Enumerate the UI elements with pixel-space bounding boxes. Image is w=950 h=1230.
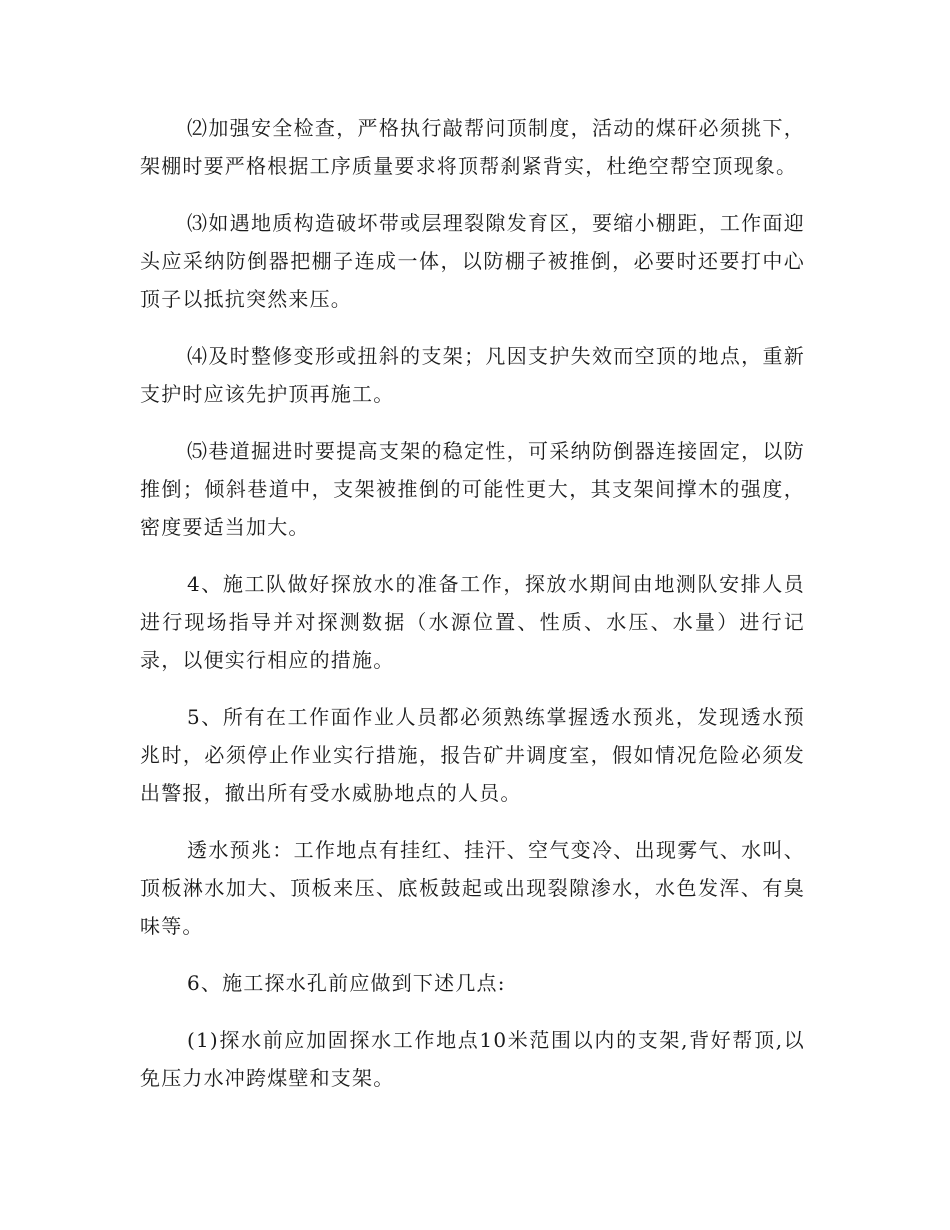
paragraph-item-2: ⑵加强安全检查，严格执行敲帮问顶制度，活动的煤矸必须挑下，架棚时要严格根据工序质量要求将顶帮刹紧背实，杜绝空帮空顶现象。	[140, 116, 805, 178]
document-body	[140, 109, 805, 1116]
paragraph-subitem-1: (1)探水前应加固探水工作地点10米范围以内的支架,背好帮顶,以免压力水冲跨煤壁和支架。	[140, 1028, 805, 1090]
paragraph-water-signs: 透水预兆：工作地点有挂红、挂汗、空气变冷、出现雾气、水叫、顶板淋水加大、顶板来压、底板鼓起或出现裂隙渗水，水色发浑、有臭味等。	[140, 838, 805, 938]
paragraph-item-5: ⑸巷道掘进时要提高支架的稳定性，可采纳防倒器连接固定，以防推倒；倾斜巷道中，支架被推倒的可能性更大，其支架间撑木的强度，密度要适当加大。	[140, 439, 805, 539]
paragraph-item-3: ⑶如遇地质构造破坏带或层理裂隙发育区，要缩小棚距，工作面迎头应采纳防倒器把棚子连成一体，以防棚子被推倒，必要时还要打中心顶子以抵抗突然来压。	[140, 211, 805, 311]
paragraph-section-4: 4、施工队做好探放水的准备工作，探放水期间由地测队安排人员进行现场指导并对探测数据（水源位置、性质、水压、水量）进行记录，以便实行相应的措施。	[140, 572, 805, 672]
paragraph-section-6: 6、施工探水孔前应做到下述几点:	[187, 971, 506, 995]
paragraph-item-4: ⑷及时整修变形或扭斜的支架；凡因支护失效而空顶的地点，重新支护时应该先护顶再施工。	[140, 344, 805, 406]
paragraph-section-5: 5、所有在工作面作业人员都必须熟练掌握透水预兆，发现透水预兆时，必须停止作业实行措施，报告矿井调度室，假如情况危险必须发出警报，撤出所有受水威胁地点的人员。	[140, 705, 805, 805]
